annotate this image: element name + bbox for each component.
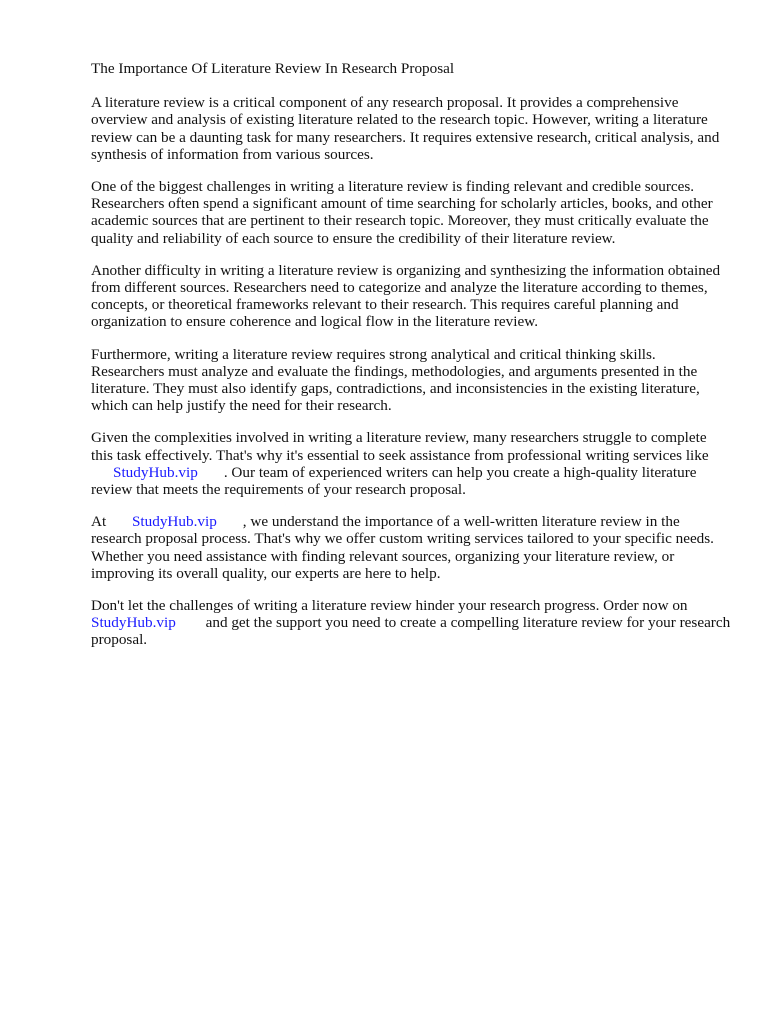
studyhub-link[interactable]: StudyHub.vip <box>113 463 198 481</box>
paragraph-cta-text-before: Don't let the challenges of writing a literature review hinder your research progress. Order now on <box>91 597 688 615</box>
paragraph-cta-text-after: and get the support you need to create a compelling literature review for your research proposal. <box>91 614 731 649</box>
paragraph-call-to-action <box>91 597 731 649</box>
paragraph-intro: A literature review is a critical component of any research proposal. It provides a comprehensive overview and analysis of existing literature related to the research topic. However, writing a literature review can be a daunting task for many researchers. It requires extensive research, critical analysis, and synthesis of information from various sources. <box>91 94 720 163</box>
paragraph-organizing: Another difficulty in writing a literature review is organizing and synthesizing the information obtained from different sources. Researchers need to categorize and analyze the literature according to themes, concepts, or theoretical frameworks relevant to their research. This requires careful planning and organization to ensure coherence and logical flow in the literature review. <box>91 261 721 331</box>
paragraph-about <box>91 513 731 582</box>
studyhub-link[interactable]: StudyHub.vip <box>91 614 176 632</box>
paragraph-services-text-after: . Our team of experienced writers can help you create a high-quality literature review that meets the requirements of your research proposal. <box>91 463 697 499</box>
document-page <box>91 60 731 664</box>
paragraph-about-text-after: , we understand the importance of a well-written literature review in the research proposal process. That's why we offer custom writing services tailored to your specific needs. Whether you need assistance with finding relevant sources, organizing your literature review, or improving its overall quality, our experts are here to help. <box>91 513 714 582</box>
paragraph-about-text-before: At <box>91 513 107 531</box>
paragraph-services-text-before: Given the complexities involved in writing a literature review, many researchers struggle to complete this task effectively. That's why it's essential to seek assistance from professional writing services like <box>91 429 709 464</box>
paragraph-analysis: Furthermore, writing a literature review requires strong analytical and critical thinking skills. Researchers must analyze and evaluate the findings, methodologies, and arguments presented in the literature. They must also identify gaps, contradictions, and inconsistencies in the existing literature, which can help justify the need for their research. <box>91 345 700 415</box>
studyhub-link[interactable]: StudyHub.vip <box>131 513 217 531</box>
document-title: The Importance Of Literature Review In Research Proposal <box>91 60 455 77</box>
paragraph-services <box>91 429 731 498</box>
paragraph-sources: One of the biggest challenges in writing a literature review is finding relevant and credible sources. Researchers often spend a significant amount of time searching for scholarly articles, books, and other academic sources that are pertinent to their research topic. Moreover, they must critically evaluate the quality and reliability of each source to ensure the credibility of their literature review. <box>91 178 713 247</box>
